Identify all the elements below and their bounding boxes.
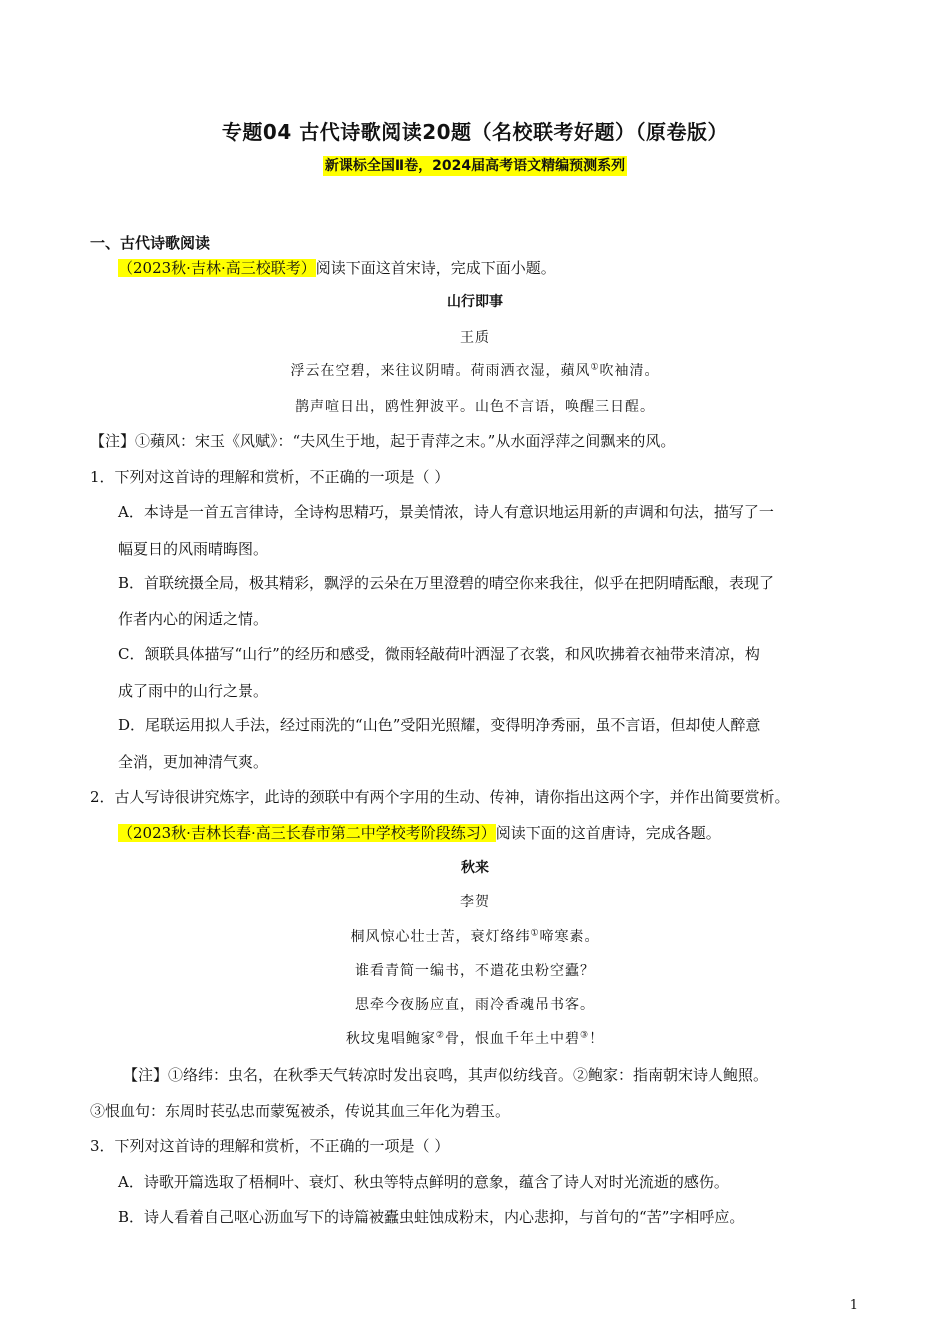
poem-2-line-1-part-a: 桐风惊心壮士苦，衰灯络纬 [350,929,531,945]
section-heading: 一、古代诗歌阅读 [90,234,211,252]
question-1-option-c-line-1: C．颔联具体描写“山行”的经历和感受，微雨轻敲荷叶洒湿了衣裳，和风吹拂着衣袖带来清凉，构 [118,645,760,663]
poem-2-line-1 [0,926,950,946]
intro-text-2: 阅读下面的这首唐诗，完成各题。 [495,824,721,842]
footnote-mark: ① [530,928,540,939]
poem-2-line-1-part-b: 啼寒素。 [539,929,600,945]
poem-2-author: 李贺 [460,894,490,910]
source-highlight-2: （2023秋·吉林长春·高三长春市第二中学校考阶段练习） [118,824,496,842]
note-2-line-1: 【注】①络纬：虫名，在秋季天气转凉时发出哀鸣，其声似纺线音。②鲍家：指南朝宋诗人鲍照。 [123,1066,769,1084]
question-3-option-b: B．诗人看着自己呕心沥血写下的诗篇被蠹虫蛀蚀成粉末，内心悲抑，与首句的“苦”字相呼应。 [118,1208,745,1226]
intro-text-1: 阅读下面这首宋诗，完成下面小题。 [315,259,556,277]
footnote-mark: ① [590,362,600,373]
question-1-option-a-line-1: A．本诗是一首五言律诗，全诗构思精巧，景美情浓，诗人有意识地运用新的声调和句法，描写了一 [118,503,774,521]
question-2-stem: 2．古人写诗很讲究炼字，此诗的颈联中有两个字用的生动、传神，请你指出这两个字，并作出简要赏析。 [90,788,790,806]
poem-2-line-2: 谁看青简一编书，不遣花虫粉空蠹？ [355,963,595,979]
question-1-option-b-line-2: 作者内心的闲适之情。 [118,610,269,628]
note-2-line-2: ③恨血句：东周时苌弘忠而蒙冤被杀，传说其血三年化为碧玉。 [90,1102,511,1120]
poem-1-line-2: 鹊声喧日出，鸥性狎波平。山色不言语，唤醒三日酲。 [295,399,655,415]
question-3-option-a: A．诗歌开篇选取了梧桐叶、衰灯、秋虫等特点鲜明的意象，蕴含了诗人对时光流逝的感伤。 [118,1173,729,1191]
poem-1-line-1-part-a: 浮云在空碧，来往议阴晴。荷雨洒衣湿，蘋风 [290,363,591,379]
footnote-mark: ③ [580,1030,590,1041]
poem-2-line-4-part-c: ！ [589,1031,605,1047]
subtitle-container [0,155,950,175]
question-source-2 [118,822,721,843]
question-source-1 [118,257,556,278]
poem-1-line-1 [0,360,950,380]
question-1-option-b-line-1: B．首联统摄全局，极其精彩，飘浮的云朵在万里澄碧的晴空你来我往，似乎在把阴晴酝酿，表现了 [118,574,775,592]
poem-2-title: 秋来 [461,860,489,876]
poem-2-line-4-part-b: 骨，恨血千年土中碧 [445,1031,580,1047]
source-highlight-1: （2023秋·吉林·高三校联考） [118,259,316,277]
question-1-option-c-line-2: 成了雨中的山行之景。 [118,682,269,700]
note-1: 【注】①蘋风：宋玉《风赋》：“夫风生于地，起于青萍之末。”从水面浮萍之间飘来的风。 [90,432,676,450]
document-title: 专题04 古代诗歌阅读20题（名校联考好题）（原卷版） [221,120,729,144]
document-subtitle: 新课标全国Ⅱ卷，2024届高考语文精编预测系列 [324,158,626,174]
poem-2-line-4 [0,1028,950,1048]
question-1-stem: 1．下列对这首诗的理解和赏析，不正确的一项是（ ） [90,468,450,486]
poem-2-line-3: 思牵今夜肠应直，雨冷香魂吊书客。 [355,997,595,1013]
poem-1-author: 王质 [460,330,490,346]
poem-2-line-4-part-a: 秋坟鬼唱鲍家 [345,1031,436,1047]
poem-1-line-1-part-b: 吹袖清。 [599,363,660,379]
question-1-option-d-line-2: 全消，更加神清气爽。 [118,753,269,771]
footnote-mark: ② [435,1030,445,1041]
question-3-stem: 3．下列对这首诗的理解和赏析，不正确的一项是（ ） [90,1137,450,1155]
page-number: 1 [849,1298,858,1313]
question-1-option-d-line-1: D．尾联运用拟人手法，经过雨洗的“山色”受阳光照耀，变得明净秀丽，虽不言语，但却使人醉意 [118,716,761,734]
question-1-option-a-line-2: 幅夏日的风雨晴晦图。 [118,540,269,558]
poem-1-title: 山行即事 [447,294,503,310]
